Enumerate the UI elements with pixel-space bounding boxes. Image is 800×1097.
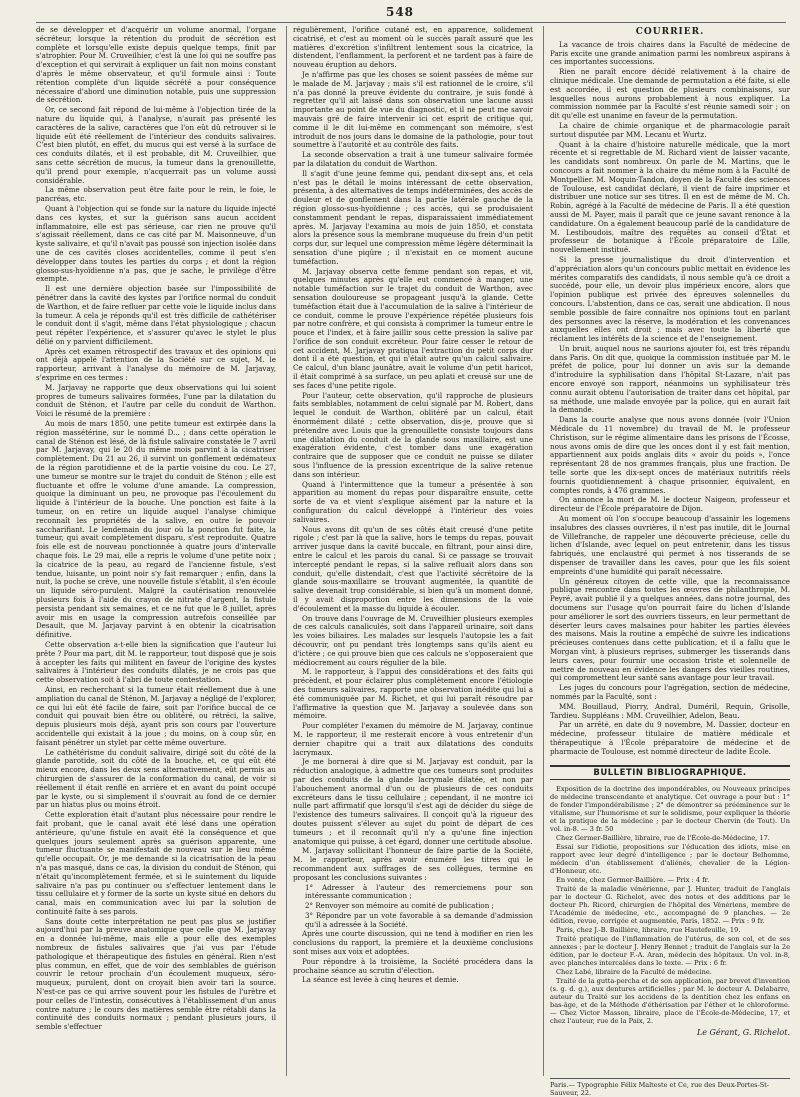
paragraph: Un généreux citoyen de cette ville, que la reconnaissance publique rencontre dans toutes les œuvres de philanthropie, M. Peyré, avait publié il y a quelques années, dans notre journal, des documens sur l'usage qu'on pourrait faire du lichen d'Islande pour améliorer le sort des ouvriers tisseurs, en leur permettant de déserter leurs caves malsaines pour habiter les parties élevées des maisons. Mais la routine a empêché de suivre les indications précieuses contenues dans cette publication, et il a fallu que le Morgan vînt, à plusieurs reprises, submerger les tisserands dans leurs caves, pour fournir une occasion triste et solennelle de mettre de nouveau en évidence les dangers des vieilles routines, qui compromettent leur santé sans avantage pour leur travail. (550, 576, 790, 683)
paragraph: Rien ne paraît encore décidé relativement à la chaire de clinique médicale. Une demande de permutation a été faite, si elle est accordée, il est question de plusieurs combinaisons, sur lesquelles nous aurons probablement à nous expliquer. La commission nommée par la Faculté s'est réunie samedi soir ; on dit qu'elle est unanime en faveur de la permutation. (550, 67, 790, 121)
paragraph: Pour compléter l'examen du mémoire de M. Jarjavay, continue M. le rapporteur, il me resterait encore à vous entretenir d'un dernier chapitre qui a trait aux dilatations des conduits lacrymaux. (293, 721, 533, 757)
paragraph: Je me bornerai à dire que si M. Jarjavay est conduit, par la réduction analogique, à admettre que ces tumeurs sont produites par des conduits de la glande lacrymale dilatée, et non par l'abouchement anormal d'un ou de plusieurs de ces conduits excréteurs dans le tissu cellulaire ; cependant, il ne montre ici nulle part affirmatif que lorsqu'il s'est agi de décider du siège de l'existence des tumeurs salivaires. Il conçoit qu'à la rigueur des doutes puissent s'élever au sujet du point de départ de ces tumeurs ; et il reconnaît qu'il n'y a qu'une fine injection anatomique qui puisse, à cet égard, donner une certitude absolue. (293, 757, 533, 846)
paragraph: Dans la courte analyse que nous avons donnée (voir l'Union Médicale du 11 novembre) du travail de M. le professeur Christison, sur le régime alimentaire dans les prisons de l'Écosse, nous avons omis de dire que les onces dont il y est fait mention, appartiennent aux poids anglais dits « avoir du poids », l'once représentant 28 de nos grammes français, plus une fraction. De telle sorte que les dix-sept onces de matériaux nutritifs réels fournis quotidiennement à chaque prisonnier, équivalent, en comptes ronds, à 476 grammes. (550, 415, 790, 495)
paragraph: La vacance de trois chaires dans la Faculté de médecine de Paris excite une grande animation parmi les nombreux aspirans à ces importantes successions. (550, 39, 790, 67)
bib-entry: Essai sur l'idiotie, propositions sur l'éducation des idiots, mise en rapport avec leur degré d'intelligence ; par le docteur Belhomme, médecin d'un établissement d'aliénés, chevalier de la Légion-d'Honneur, etc. (550, 843, 790, 876)
paragraph: Après cet examen rétrospectif des travaux et des opinions qui ont déjà appelé l'attention de la Société sur ce sujet, M. le rapporteur, arrivant à l'analyse du mémoire de M. Jarjavay, s'exprime en ces termes : (36, 346, 276, 383)
paragraph: La seconde observation a trait à une tumeur salivaire formée par la dilatation du conduit de Warthon. (293, 150, 533, 168)
bib-entry: Paris, chez J.-B. Baillière, libraire, rue Hautefeuille, 19. (556, 926, 741, 935)
bibliography-list (550, 785, 790, 1025)
column-2 (293, 26, 533, 1076)
editor-signature: Le Gérant, G. Richelot. (696, 1028, 790, 1038)
conclusion-item: 1° Adresser à l'auteur des remerciemens pour son intéressante communication ; (305, 882, 533, 901)
conclusion-item: 2° Renvoyer son mémoire au comité de publication ; (305, 901, 494, 911)
paragraph: Quant à la chaire d'histoire naturelle médicale, que la mort récente et si regrettable de M. Richard vient de laisser vacante, les candidats sont nombreux. On parle de M. Martins, que le concours a fait nommer à la chaire du même nom à la Faculté de Montpellier. M. Moquin-Tandon, doyen de la Faculté des sciences de Toulouse, est candidat déclaré, il vient de faire imprimer et distribuer une notice sur ses titres. Il en est de même de M. Ch. Robin, agrégé à la Faculté de médecine de Paris. Il a été question aussi de M. Payer, mais il paraît que ce jeune savant renonce à la candidature. On a également beaucoup parlé de la candidature de M. Lestiboudois, maître des requêtes au conseil d'État et professeur de botanique à l'École préparatoire de Lille, nouvellement institué. (550, 139, 790, 255)
paragraph: de se développer et d'acquérir un volume anormal, l'organe sécréteur, lorsque la rétention du produit de sécrétion est complète et lorsqu'elle existe depuis quelque temps, finit par s'atrophier. Pour M. Cruveilhier, c'est là une loi qui ne souffre pas d'exception et qui servirait à expliquer un fait non moins constant d'après le même observateur, et qu'il formule ainsi : Toute rétention complète d'un liquide sécrété a pour conséquence nécessaire d'abord une diminution notable, puis une suppression de sécrétion. (36, 26, 276, 105)
paragraph: Il s'agit d'une jeune femme qui, pendant dix-sept ans, et cela n'est pas le détail le moins intéressant de cette observation, présenta, à des alternatives de temps indéterminées, des accès de douleur et de gonflement dans la partie latérale gauche de la région glosso-sus-hyoïdienne ; ces accès, qui se produisaient constamment pendant le repas, disparaissaient immédiatement après. M. Jarjavay l'examina au mois de juin 1850, et constata alors la présence sous la membrane muqueuse du frein d'un petit corps dur, sur lequel une compression même légère déterminait la sensation d'une piqûre ; il n'existait en ce moment aucune tuméfaction. (293, 168, 533, 266)
paragraph: Il est une dernière objection basée sur l'impossibilité de pénétrer dans la cavité des kystes par l'orifice normal du conduit de Warthon, et de faire refluer par cette voie le liquide inclus dans la tumeur. A cela je réponds qu'il est très difficile de cathétériser le conduit dont il s'agit, même dans l'état physiologique ; chacun peut répéter l'expérience, et s'assurer qu'avec le stylet le plus délié on y parvient difficilement. (36, 284, 276, 346)
paragraph: Au moment où l'on s'occupe beaucoup d'assainir les logemens insalubres des classes ouvrières, il n'est pas inutile, dit le Journal de Villefranche, de rappeler une découverte précieuse, celle du lichen d'Islande, avec lequel on peut entretenir, dans les tissus fabriqués, une enclaustré qui permet à nos tisserands de se dispenser de travailler dans les caves, pour que les fils soient empreints d'une humidité qui paraît nécessaire. (550, 514, 790, 576)
bib-entry: Exposition de la doctrine des impondérables, ou Nouveaux principes de médecine transcendante et analytique. Cet ouvrage a pour but : 1° de fonder l'impondérabilisme ; 2° de démontrer sa prééminence sur le vitalisme, sur l'humorisme et sur le solidisme, pour expliquer la théorie et la pratique de la médecine ; par le docteur Chervin (de Tout). Un vol. in-8. — 3 fr. 50 (550, 785, 790, 834)
paragraph: La même observation peut être faite pour le rein, le foie, le pancréas, etc. (36, 185, 276, 204)
top-rule (36, 22, 786, 23)
paragraph: Un bruit, auquel nous ne saurions ajouter foi, est très répandu dans Paris. On dit que, quoique la commission instituée par M. le préfet de police, pour lui donner un avis sur la demande d'introduire la syphilisation dans l'hôpital St-Lazare, n'ait pas encore envoyé son rapport, néanmoins un syphilisateur très connu aurait obtenu l'autorisation de traiter dans cet hôpital, par sa méthode, une malade envoyée par la police, qui en aurait fait la demande. (550, 343, 790, 415)
column-1 (36, 26, 276, 1076)
paragraph: Nous avons dit qu'un de ses côtés était creusé d'une petite rigole ; c'est par là que la salive, hors le temps du repas, pouvait arriver jusque dans la cavité buccale, en filtrant, pour ainsi dire, entre le calcul et les parois du canal. Si ce passage se trouvait intercepté pendant le repas, si la salive refluait alors dans son conduit, qu'elle distendait, c'est que l'activité sécrétoire de la glande sous-maxillaire se trouvant augmentée, la quantité de salive devenait trop considérable, si bien qu'à un moment donné, il y avait disproportion entre les dimensions de la voie d'écoulement et la masse du liquide à écouler. (293, 524, 533, 613)
printer-imprint: Paris.— Typographie Félix Malteste et Ce, rue des Deux-Portes-St-Sauveur, 22. (550, 1078, 790, 1097)
paragraph: La chaire de chimie organique et de pharmacologie paraît surtout disputée par MM. Lecanu et Wurtz. (550, 120, 790, 139)
bib-entry: Traité de la maladie vénérienne, par J. Hunter, traduit de l'anglais par le docteur G. Richelot, avec des notes et des additions par le docteur Ph. Ricord, chirurgien de l'hôpital des Vénériens, membre de l'Académie de médecine, etc., accompagné de 9 planches. — 2e édition, revue, corrigée et augmentée, Paris, 1852. — Prix : 9 fr. (550, 885, 790, 926)
bib-entry: Chez Germer-Baillière, libraire, rue de l'École-de-Médecine, 17. (556, 834, 770, 843)
bib-entry: Traité de la gutta-percha et de son application, par brevet d'invention (s. g. d. g.), aux dentures artificielles ; par M. le docteur A. Delabarre, auteur du Traité sur les accidens de la dentition chez les enfans en bas-âge, et de la Méthode d'éthérisation par l'éther et le chloroforme. — Chez Victor Masson, libraire, place de l'École-de-Médecine, 17, et chez l'auteur, rue de la Paix, 2. (550, 977, 790, 1026)
paragraph: MM. Bouillaud, Piorry, Andral, Duméril, Requin, Grisolle, Tardieu. Suppléans : MM. Cruveilhier, Adelon, Beau. (550, 701, 790, 720)
column-divider (286, 26, 287, 1076)
bulletin-heading: BULLETIN BIBLIOGRAPHIQUE. (550, 765, 790, 781)
bib-entry: En vente, chez Germer-Baillière. — Prix : 4 fr. (556, 876, 710, 885)
paragraph: Après une courte discussion, qui ne tend à modifier en rien les conclusions du rapport, la première et la deuxième conclusions sont mises aux voix et adoptées. (293, 929, 533, 957)
page-number: 548 (385, 5, 415, 19)
paragraph: Or, ce second fait répond de lui-même à l'objection tirée de la nature du liquide qui, à l'analyse, n'aurait pas présenté les caractères de la salive, caractères que l'on eût dû retrouver si le liquide eût été réellement de l'intérieur des conduits salivaires. C'est bien plutôt, en effet, du mucus qui est versé à la surface de ces conduits dilatés, et il est probable, dit M. Cruveilhier, que sans cette sécrétion de mucus, la tumeur dans la grenouillette, qu'il prend pour exemple, n'acquerrait pas un volume aussi considérable. (36, 105, 276, 185)
paragraph: régulièrement, l'orifice cutané est, en apparence, solidement cicatrisé, et c'est au moment où le succès paraît assuré que les matières d'excrétion s'infiltrent lentement sous la cicatrice, la distendent, l'enflamment, la perforent et ne tardent pas à faire de nouveau éruption au dehors. (293, 26, 533, 70)
paragraph: La séance est levée à cinq heures et demie. (302, 975, 459, 985)
paragraph: Quand à l'intermittence que la tumeur a présentée à son apparition au moment du repas pour disparaître ensuite, cette sorte de va et vient s'explique aisément par la nature et la configuration du calcul développé à l'intérieur des voies salivaires. (293, 479, 533, 524)
paragraph: Pour l'auteur, cette observation, qu'il rapproche de plusieurs faits semblables, notamment de celui signalé par M. Robert, dans lequel le conduit de Warthon, oblitéré par un calcul, était énormément dilaté ; cette observation, dis-je, prouve que si prétendre avec Louis que la grenouillette consiste toujours dans une dilatation du conduit de la glande sous maxillaire, est une exagération évidente, c'est tomber dans une exagération contraire que de supposer que ce conduit ne puisse se dilater sous l'influence de la pression excentrique de la salive retenue dans son intérieur. (293, 390, 533, 479)
paragraph: M. Jarjavay ne rapporte que deux observations qui lui soient propres de tumeurs salivaires formées, l'une par la dilatation du conduit de Sténon, et l'autre par celle du conduit de Warthon. Voici le résumé de la première : (36, 382, 276, 419)
paragraph: Je n'affirme pas que les choses se soient passées de même sur le malade de M. Jarjavay ; mais s'il est rationnel de le croire, s'il n'a pas donné la preuve évidente du contraire, je suis fondé à regretter qu'il ait laissé dans son observation une lacune aussi importante au point de vue du diagnostic, et il ne peut me savoir mauvais gré de faire intervenir ici cet esprit de critique qui, comme il le dit lui-même en commençant son mémoire, s'est introduit de nos jours dans le domaine de la pathologie, pour tout soumettre à l'autorité et au contrôle des faits. (293, 69, 533, 150)
paragraph: M. le rapporteur, à l'appui des considérations et des faits qui précèdent, et pour éclairer plus complètement encore l'étiologie des tumeurs salivaires, rapporte une observation inédite qui lui a été communiquée par M. Richet, et qui lui paraît résoudre par l'affirmative la question que M. Jarjavay a soulevée dans son mémoire. (293, 667, 533, 721)
paragraph: M. Jarjavay sollicitant l'honneur de faire partie de la Société, M. le rapporteur, après avoir énuméré les titres qui le recommandent aux suffrages de ses collègues, termine en proposant les conclusions suivantes : (293, 846, 533, 882)
paragraph: Cette observation a-t-elle bien la signification que l'auteur lui prête ? Pour ma part, dit M. le rapporteur, tout disposé que je sois à accepter les faits qui militent en faveur de l'origine des kystes salivaires à l'intérieur des conduits dilatés, je ne crois pas que cette observation soit à l'abri de toute contestation. (36, 639, 276, 685)
paragraph: Pour répondre à la troisième, la Société procédera dans la prochaine séance au scrutin d'élection. (293, 956, 533, 975)
section-heading-courrier: COURRIER. (635, 27, 705, 37)
bib-entry: Traité pratique de l'inflammation de l'utérus, de son col, et de ses annexes ; par le docteur J. Henry Bennet ; traduit de l'anglais sur la 2e édition, par le docteur F.-A. Aran, médecin des hôpitaux. Un vol. in-8, avec planches intercalées dans le texte. — Prix : 6 fr. (550, 935, 790, 968)
paragraph: On annonce la mort de M. le docteur Naigeon, professeur et directeur de l'École préparatoire de Dijon. (550, 495, 790, 514)
paragraph: Si la presse journalistique du droit d'intervention et d'appréciation alors qu'un concours public mettait en évidence les mérites comparatifs des candidats, il nous semble qu'à ce droit a succédé, pour elle, un devoir plus impérieux encore, alors que l'opinion publique est privée des épreuves solennelles du concours. L'abstention, dans ce cas, serait une abdication. Il nous semble possible de faire connaître nos opinions tout en parlant des personnes avec la réserve, la modération et les convenances auxquelles elles ont droit ; mais avec toute la liberté que réclament les intérêts de la science et de l'enseignement. (550, 254, 790, 344)
paragraph: Au mois de mars 1850, une petite tumeur est extirpée dans la région massétérine, sur le nommé D... ; dans cette opération le canal de Sténon est lésé, de là fistule salivaire constatée le 7 avril par M. Jarjavay, qui le 20 du même mois parvint à la cicatriser complètement. Du 21 au 26, il survint un gonflement œdémateux de la région parotidienne et de la partie voisine du cou. Le 27, une tumeur se montre sur le trajet du conduit de Sténon ; elle est fluctuante et offre le volume d'une amande. La compression, quoique la diminuant un peu, ne provoque pas l'écoulement du liquide à l'intérieur de la bouche. Une ponction est faite à la tumeur, on en retire un liquide auquel l'analyse chimique reconnaît les propriétés de la salive, en outre le pouvoir saccharifiant. Le lendemain du jour où la ponction fut faite, la tumeur, qui avait complètement disparu, s'est reproduite. Quatre fois elle est de nouveau ponctionnée à quatre jours d'intervalle chaque fois. Le 29 mai, elle a repris le volume d'une petite noix ; la cicatrice de la peau, au regard de l'ancienne fistule, s'est tendue, luisante, un point noir s'y fait remarquer ; enfin, dans la nuit, la poche se crève, une nouvelle fistule s'établit, il s'en écoule un liquide séro-purulent. Malgré la cautérisation renouvelée plusieurs fois à l'aide du crayon de nitrate d'argent, la fistule persista pendant six semaines, et ce ne fut que le 8 juillet, après avoir mis en usage la compression autrefois conseillée par Desault, que M. Jarjavay parvint à en obtenir la cicatrisation définitive. (36, 419, 276, 640)
column-3 (550, 26, 790, 1076)
paragraph: On trouve dans l'ouvrage de M. Cruveilhier plusieurs exemples de ces calculs canaliculés, soit dans l'appareil urinaire, soit dans les voies biliaires. Les malades sur lesquels l'autopsie les a fait découvrir, ont pu pendant très longtemps sans qu'ils aient eu d'ictère ; ce qui prouve bien que ces calculs ne s'opposeraient que médiocrement au cours régulier de la bile. (293, 613, 533, 667)
paragraph: Le cathétérisme du conduit salivaire, dirigé soit du côté de la glande parotide, soit du côté de la bouche, et, ce qui eût été mieux encore, dans les deux sens alternativement, eût permis au chirurgien de s'assurer de la conformation du canal, de voir si réellement il était renflé en arrière et en avant du point occupé par le kyste, ou si simplement il s'ouvrait au fond de ce dernier par un hiatus plus ou moins étroit. (36, 747, 276, 810)
paragraph: Les juges du concours pour l'agrégation, section de médecine, nommés par la Faculté, sont : (550, 683, 790, 701)
paragraph: Quant à l'objection qui se fonde sur la nature du liquide injecté dans ces kystes, et sur la guérison sans aucun accident inflammatoire, elle est pas sérieuse, car rien ne prouve qu'il s'agissait réellement, dans ce cas cité par M. Maisonneuve, d'un kyste salivaire, et qu'il n'avait pas poussé son injection isolée dans une de ces cavités closes accidentelles, comme il peut s'en développer dans toutes les parties du corps ; et dont la région glosso-sus-hyoïdienne n'a pas, que je sache, le privilège d'être exempte. (36, 203, 276, 284)
paragraph: Ainsi, en recherchant si la tumeur était réellement due à une ampliation du canal de Sténon, M. Jarjavay a négligé de l'explorer, ce qui lui eût été facile de faire, soit par l'orifice buccal de ce conduit qui pouvait bien être ou oblitéré, ou rétréci, la salive, depuis plusieurs mois déjà, ayant pris son cours par l'ouverture accidentelle qui existait à la joue ; du moins, on à coup sûr, en faisant pénétrer un stylet par cette même ouverture. (36, 684, 276, 747)
bib-entry: Chez Labé, libraire de la Faculté de médecine. (556, 968, 712, 977)
column-divider (543, 26, 544, 1076)
paragraph: Par un arrêté, en date du 9 novembre, M. Dassier, docteur en médecine, professeur titulaire de matière médicale et thérapeutique à l'École préparatoire de médecine et de pharmacie de Toulouse, est nommé directeur de ladite École. (550, 720, 790, 756)
conclusion-item: 3° Répondre par un vote favorable à sa demande d'admission qu'il a adressée à la Société. (305, 910, 533, 929)
paragraph: M. Jarjavay observa cette femme pendant son repas, et vit, quelques minutes après qu'elle eut commencé à manger, une notable tuméfaction sur le trajet du conduit de Warthon, avec sensation douloureuse se propageant jusqu'à la glande. Cette tuméfaction était due à l'accumulation de la salive à l'intérieur de ce conduit, comme le prouve l'expérience répétée plusieurs fois par notre confrère, et qui consista à comprimer la tumeur entre le pouce et l'index, et à faire jaillir sous cette pression la salive par l'orifice de son conduit excréteur. Pour faire cesser le retour de cet accident, M. Jarjavay pratiqua l'extraction du petit corps dur dont il a été question, et qui n'était autre qu'un calcul salivaire. Ce calcul, d'un blanc jaunâtre, avait le volume d'un petit haricot, il était comprimé à sa surface, un peu aplati et creusé sur une de ses faces d'une petite rigole. (293, 266, 533, 390)
paragraph: Sans doute cette interprétation ne peut pas plus se justifier aujourd'hui par la preuve anatomique que celle que M. Jarjavay en a donnée lui-même, mais elle a pour elle des exemples nombreux de fistules salivaires que j'ai vus par l'étude pathologique et thérapeutique des fistules en général. Rien n'est plus commun, en effet, que de voir des semblables de guérison couvrir le retour prochain d'un écoulement muqueux, séro-muqueux, purulent, dont on croyait bien avoir tari la source. N'est-ce pas ce qui arrive souvent pour les fistules de l'urètre et pour celles de l'intestin, consécutives à l'établissement d'un anus contre nature ; le cours des matières semble être rétabli dans la continuité des conduits normaux ; pendant plusieurs jours, il semble s'effectuer (36, 916, 276, 1032)
paragraph: Cette exploration était d'autant plus nécessaire pour rendre le fait probant, que le canal avait été lésé dans une opération antérieure, qu'une fistule en avait été la conséquence et que quelques jours seulement après sa guérison apparente, une tumeur fluctuante se manifestait de nouveau sur le lieu même qu'elle occupait. Or, je me demande si la cicatrisation de la peau n'a pas masqué, dans ce cas, la division du conduit de Sténon, qui n'était qu'incomplètement fermée, et si le suintement du liquide salivaire n'a pas pu continuer ou s'effectuer lentement dans le tissu cellulaire et y former de la sorte un kyste situé en dehors du canal, mais en communication avec lui par la solution de continuité faite à ses parois. (36, 810, 276, 916)
